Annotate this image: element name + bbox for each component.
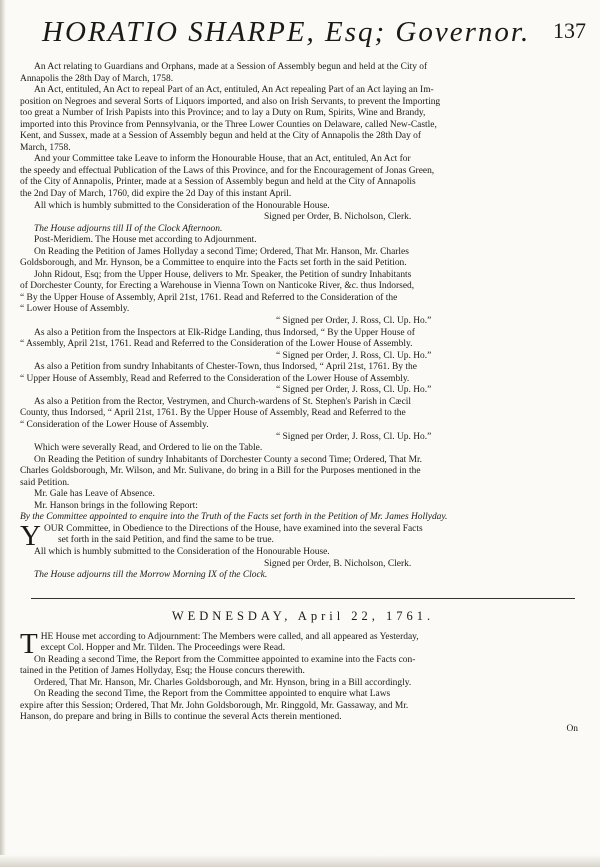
text-line: On Reading a second Time, the Report from the Committee appointed to examine into the Facts con-: [34, 654, 416, 665]
text-line: OUR Committee, in Obedience to the Directions of the House, have examined into the several Facts: [43, 523, 423, 534]
signature-line: “ Signed per Order, J. Ross, Cl. Up. Ho.”: [276, 385, 432, 396]
text-line: Mr. Hanson brings in the following Report:: [34, 500, 198, 511]
text-line: of the City of Annapolis, Printer, made at a Session of Assembly begun and held at the City of Annapolis: [20, 177, 416, 188]
running-header: [40, 12, 590, 52]
text-line: HE House met according to Adjournment: The Members were called, and all appeared as Yesterday,: [40, 631, 419, 642]
text-line: “ Consideration of the Lower House of Assembly.: [20, 419, 209, 430]
text-line: “ Lower House of Assembly.: [20, 304, 130, 315]
text-line: All which is humbly submitted to the Consideration of the Honourable House.: [34, 200, 330, 211]
text-line: As also a Petition from the Rector, Vestrymen, and Church-wardens of St. Stephen's Parish in Cæcil: [34, 396, 412, 407]
text-line: said Petition.: [20, 477, 70, 488]
signature-line: Signed per Order, B. Nicholson, Clerk.: [264, 212, 412, 223]
text-line: Ordered, That Mr. Hanson, Mr. Charles Goldsborough, and Mr. Hynson, bring in a Bill accordingly.: [34, 677, 412, 688]
report-dropcap: Y: [20, 519, 41, 552]
text-line: An Act relating to Guardians and Orphans, made at a Session of Assembly begun and held at the City of: [34, 62, 428, 72]
text-line: of Dorchester County, for Erecting a Warehouse in Vienna Town on Nanticoke River, &c. thus Indorsed,: [20, 281, 415, 292]
wednesday-block: [20, 627, 586, 724]
signature-line: “ Signed per Order, J. Ross, Cl. Up. Ho.”: [276, 350, 432, 361]
signature-line: “ Signed per Order, J. Ross, Cl. Up. Ho.”: [276, 316, 432, 327]
text-line: expire after this Session; Ordered, That Mr. John Goldsborough, Mr. Ringgold, Mr. Gassaway, and Mr.: [20, 700, 409, 711]
text-line: position on Negroes and several Sorts of Liquors imported, and also on Irish Servants, to prevent the Importing: [20, 96, 441, 107]
text-line: imported into this Province from Pennsylvania, or the Three Lower Counties on Delaware, called New-Castle,: [20, 119, 437, 130]
text-line: On Reading the second Time, the Report from the Committee appointed to enquire what Laws: [34, 689, 391, 700]
report-block: [20, 519, 586, 559]
wednesday-dropcap: T: [20, 627, 38, 660]
text-line: “ Upper House of Assembly, Read and Referred to the Consideration of the Lower House of Assembly.: [20, 373, 410, 384]
signature-line: Signed per Order, B. Nicholson, Clerk.: [264, 558, 412, 569]
text-line: As also a Petition from sundry Inhabitants of Chester-Town, thus Indorsed, “ April 21st, 1761. By the: [34, 362, 417, 373]
text-line: March, 1758.: [20, 142, 71, 153]
page-body: [20, 62, 586, 736]
section-divider: [31, 598, 574, 599]
scan-shadow-left: [0, 0, 6, 867]
signature-line: “ Signed per Order, J. Ross, Cl. Up. Ho.”: [276, 431, 432, 442]
header-title: HORATIO SHARPE, Esq; Governor.: [42, 16, 531, 48]
report-heading: By the Committee appointed to enquire into the Truth of the Facts set forth in the Petition of Mr. James Hollyday.: [20, 512, 448, 523]
text-line: On Reading the Petition of James Hollyday a second Time; Ordered, That Mr. Hanson, Mr. Charles: [34, 246, 409, 257]
text-line: An Act, entituled, An Act to repeal Part of an Act, entituled, An Act repealing Part of an Act laying an Im-: [34, 85, 434, 96]
adjournment-note: The House adjourns till the Morrow Morning IX of the Clock.: [34, 570, 268, 581]
text-line: Goldsborough, and Mr. Hynson, be a Committee to enquire into the Facts set forth in the said Petition.: [20, 258, 407, 269]
text-line: too great a Number of Irish Papists into this Province; and to lay a Duty on Rum, Spirits, Wine and Brandy,: [20, 108, 426, 119]
text-line: set forth in the said Petition, and find the same to be true.: [57, 535, 274, 546]
text-line: As also a Petition from the Inspectors at Elk-Ridge Landing, thus Indorsed, “ By the Upper House of: [34, 327, 415, 338]
day-heading: WEDNESDAY, April 22, 1761.: [171, 608, 435, 623]
page-number: 137: [553, 18, 586, 43]
catchword: On: [566, 723, 578, 734]
text-line: County, thus Indorsed, “ April 21st, 1761. By the Upper House of Assembly, Read and Referred to the: [20, 408, 406, 419]
text-line: Kent, and Sussex, made at a Session of Assembly begun and held at the City of Annapolis the 28th Day of: [20, 131, 422, 142]
text-line: “ By the Upper House of Assembly, April 21st, 1761. Read and Referred to the Consideration of the: [20, 292, 398, 303]
text-line: Which were severally Read, and Ordered to lie on the Table.: [34, 443, 263, 454]
text-line: John Ridout, Esq; from the Upper House, delivers to Mr. Speaker, the Petition of sundry Inhabitants: [34, 269, 412, 280]
text-line: Charles Goldsborough, Mr. Wilson, and Mr. Sulivane, do bring in a Bill for the Purposes mentioned in the: [20, 466, 421, 477]
scan-shadow-bottom: [0, 855, 600, 867]
text-line: On Reading the Petition of sundry Inhabitants of Dorchester County a second Time; Ordered, That Mr.: [34, 454, 423, 465]
text-line: except Col. Hopper and Mr. Tilden. The Proceedings were Read.: [40, 643, 286, 654]
text-line: the speedy and effectual Publication of the Laws of this Province, and for the Encouragement of Jonas Green,: [20, 165, 435, 176]
text-line: the 2nd Day of March, 1760, did expire the 2d Day of this instant April.: [20, 189, 292, 200]
text-line: tained in the Petition of James Hollyday, Esq; the House concurs therewith.: [20, 666, 305, 677]
text-line: Post-Meridiem. The House met according to Adjournment.: [34, 235, 257, 246]
text-line: “ Assembly, April 21st, 1761. Read and Referred to the Consideration of the Lower House of Assembly.: [20, 339, 413, 350]
adjournment-note: The House adjourns till II of the Clock Afternoon.: [34, 223, 223, 234]
text-line: Annapolis the 28th Day of March, 1758.: [20, 73, 174, 84]
text-line: And your Committee take Leave to inform the Honourable House, that an Act, entituled, An Act for: [34, 154, 411, 165]
text-line: Hanson, do prepare and bring in Bills to continue the several Acts therein mentioned.: [20, 712, 342, 723]
text-line: All which is humbly submitted to the Consideration of the Honourable House.: [34, 546, 330, 557]
text-line: Mr. Gale has Leave of Absence.: [34, 489, 155, 500]
